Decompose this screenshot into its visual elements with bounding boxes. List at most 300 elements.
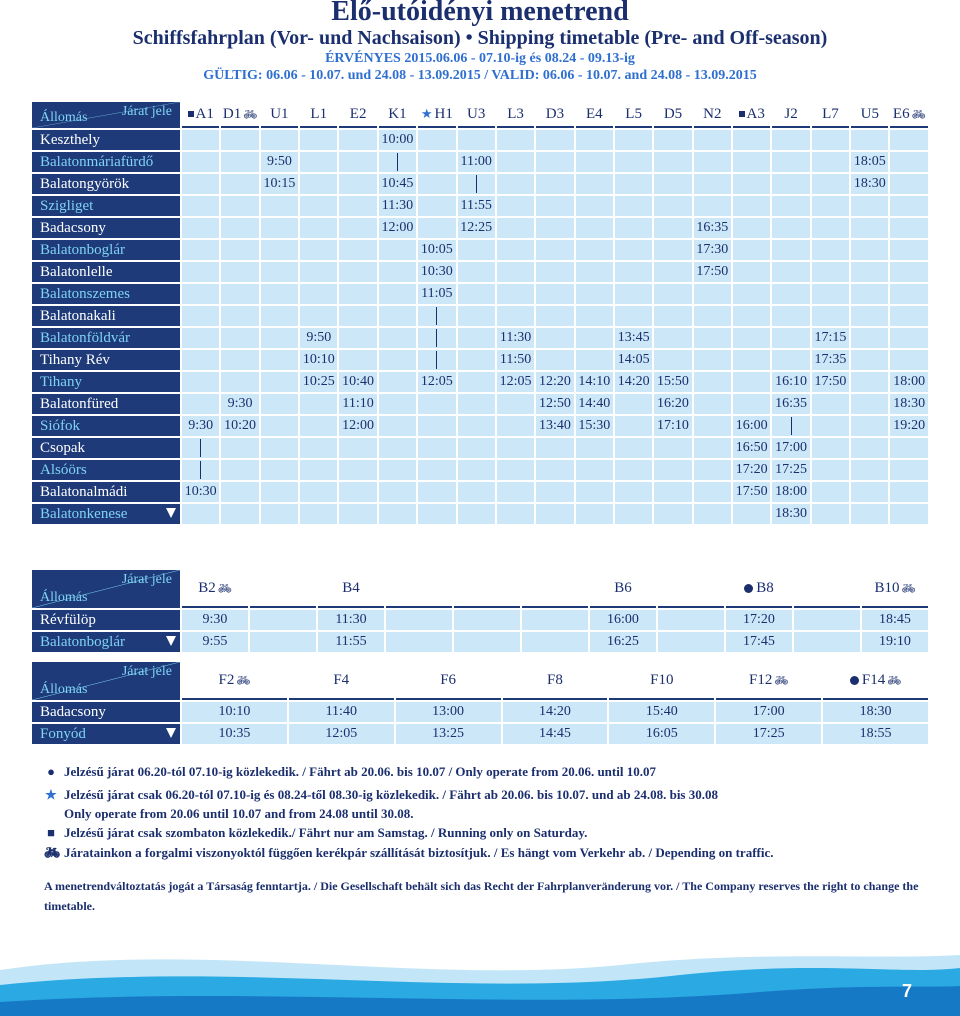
time-cell bbox=[458, 372, 495, 392]
route-code: B6 bbox=[590, 570, 656, 608]
time-cell bbox=[733, 284, 770, 304]
time-cell bbox=[454, 610, 520, 630]
route-code: L5 bbox=[615, 102, 652, 128]
time-cell: 15:40 bbox=[609, 702, 714, 722]
time-cell bbox=[812, 262, 849, 282]
time-cell bbox=[221, 460, 258, 480]
time-cell bbox=[772, 196, 809, 216]
time-cell bbox=[615, 130, 652, 150]
time-cell bbox=[300, 504, 337, 524]
time-cell: 17:25 bbox=[772, 460, 809, 480]
time-cell bbox=[379, 240, 416, 260]
pass-through-line bbox=[436, 329, 437, 347]
timetable-row bbox=[32, 240, 928, 260]
time-cell bbox=[890, 240, 928, 260]
time-cell bbox=[379, 482, 416, 502]
time-cell: 10:10 bbox=[182, 702, 287, 722]
time-cell: 10:00 bbox=[379, 130, 416, 150]
time-cell bbox=[536, 174, 573, 194]
time-cell bbox=[221, 284, 258, 304]
time-cell bbox=[658, 632, 724, 652]
time-cell: 9:30 bbox=[182, 416, 219, 436]
station-name: Tihany Rév bbox=[32, 350, 180, 370]
time-cell bbox=[733, 350, 770, 370]
time-cell: 18:30 bbox=[851, 174, 888, 194]
time-cell: 15:30 bbox=[576, 416, 613, 436]
time-cell bbox=[615, 196, 652, 216]
time-cell bbox=[182, 504, 219, 524]
allomas-label: Állomás bbox=[40, 590, 88, 605]
time-cell: 18:05 bbox=[851, 152, 888, 172]
time-cell bbox=[851, 328, 888, 348]
timetable-row bbox=[32, 724, 928, 744]
time-cell: 18:55 bbox=[823, 724, 928, 744]
station-name: Balatongyörök bbox=[32, 174, 180, 194]
time-cell bbox=[615, 460, 652, 480]
route-code: D5 bbox=[654, 102, 691, 128]
time-cell bbox=[221, 350, 258, 370]
route-code: E6 🚲︎ bbox=[890, 102, 928, 128]
time-cell: 11:50 bbox=[497, 350, 534, 370]
time-cell bbox=[654, 152, 691, 172]
bike-icon: 🚲︎ bbox=[901, 582, 916, 595]
time-cell bbox=[812, 460, 849, 480]
pass-through-line bbox=[200, 461, 201, 479]
footnote: A menetrendváltoztatás jogát a Társaság fenntartja. / Die Gesellschaft behält sich das Recht der Fahrplanveränderung vor. / The Company reserves the right to change the timetable. bbox=[44, 879, 919, 913]
time-cell bbox=[418, 460, 455, 480]
time-cell bbox=[261, 482, 298, 502]
time-cell bbox=[576, 262, 613, 282]
time-cell bbox=[250, 632, 316, 652]
time-cell bbox=[694, 306, 731, 326]
time-cell bbox=[418, 174, 455, 194]
route-code: U5 bbox=[851, 102, 888, 128]
time-cell bbox=[458, 460, 495, 480]
time-cell bbox=[497, 306, 534, 326]
time-cell bbox=[851, 306, 888, 326]
allomas-label: Állomás bbox=[40, 110, 88, 125]
time-cell bbox=[339, 196, 376, 216]
time-cell bbox=[615, 394, 652, 414]
station-name: Fonyód bbox=[32, 724, 180, 744]
time-cell bbox=[851, 372, 888, 392]
time-cell bbox=[379, 394, 416, 414]
time-cell bbox=[182, 460, 219, 480]
route-code: L1 bbox=[300, 102, 337, 128]
time-cell bbox=[812, 306, 849, 326]
header-corner bbox=[32, 102, 180, 128]
timetable-row bbox=[32, 284, 928, 304]
time-cell: 16:20 bbox=[654, 394, 691, 414]
time-cell: 18:45 bbox=[862, 610, 928, 630]
time-cell bbox=[182, 306, 219, 326]
time-cell bbox=[536, 284, 573, 304]
time-cell bbox=[536, 350, 573, 370]
time-cell bbox=[694, 328, 731, 348]
time-cell bbox=[261, 130, 298, 150]
time-cell bbox=[300, 482, 337, 502]
time-cell bbox=[694, 284, 731, 304]
time-cell bbox=[418, 482, 455, 502]
timetable-row bbox=[32, 702, 928, 722]
time-cell bbox=[576, 152, 613, 172]
station-name: Balatonboglár bbox=[32, 240, 180, 260]
route-code bbox=[454, 570, 520, 608]
station-name: Balatonföldvár bbox=[32, 328, 180, 348]
time-cell bbox=[536, 240, 573, 260]
time-cell: 12:05 bbox=[289, 724, 394, 744]
time-cell bbox=[576, 174, 613, 194]
time-cell: 18:30 bbox=[890, 394, 928, 414]
route-code: F8 bbox=[503, 662, 608, 700]
time-cell bbox=[386, 610, 452, 630]
time-cell bbox=[379, 284, 416, 304]
time-cell bbox=[812, 284, 849, 304]
time-cell bbox=[772, 350, 809, 370]
time-cell bbox=[379, 350, 416, 370]
time-cell bbox=[379, 306, 416, 326]
time-cell bbox=[418, 218, 455, 238]
time-cell bbox=[497, 174, 534, 194]
time-cell bbox=[733, 372, 770, 392]
time-cell bbox=[890, 482, 928, 502]
time-cell bbox=[812, 504, 849, 524]
time-cell bbox=[182, 152, 219, 172]
time-cell bbox=[615, 482, 652, 502]
time-cell bbox=[733, 130, 770, 150]
time-cell: 16:00 bbox=[733, 416, 770, 436]
time-cell bbox=[694, 350, 731, 370]
time-cell: 11:55 bbox=[318, 632, 384, 652]
time-cell bbox=[890, 130, 928, 150]
station-name: Alsóörs bbox=[32, 460, 180, 480]
time-cell bbox=[733, 262, 770, 282]
time-cell bbox=[182, 196, 219, 216]
time-cell bbox=[772, 416, 809, 436]
time-cell: 18:30 bbox=[823, 702, 928, 722]
time-cell bbox=[221, 240, 258, 260]
timetable-row bbox=[32, 262, 928, 282]
time-cell bbox=[458, 350, 495, 370]
route-code: U3 bbox=[458, 102, 495, 128]
station-name: Balatonakali bbox=[32, 306, 180, 326]
time-cell bbox=[458, 130, 495, 150]
route-code: U1 bbox=[261, 102, 298, 128]
time-cell bbox=[733, 218, 770, 238]
time-cell bbox=[851, 196, 888, 216]
time-cell bbox=[615, 240, 652, 260]
time-cell bbox=[522, 610, 588, 630]
time-cell bbox=[890, 438, 928, 458]
time-cell: 11:10 bbox=[339, 394, 376, 414]
route-code: L7 bbox=[812, 102, 849, 128]
time-cell bbox=[454, 632, 520, 652]
time-cell: 17:25 bbox=[716, 724, 821, 744]
pass-through-line bbox=[476, 175, 477, 193]
time-cell bbox=[733, 306, 770, 326]
time-cell bbox=[182, 130, 219, 150]
time-cell bbox=[261, 240, 298, 260]
time-cell bbox=[261, 262, 298, 282]
time-cell bbox=[733, 152, 770, 172]
station-name: Balatonszemes bbox=[32, 284, 180, 304]
time-cell bbox=[261, 438, 298, 458]
time-cell bbox=[339, 306, 376, 326]
time-cell: 12:05 bbox=[418, 372, 455, 392]
route-code: J2 bbox=[772, 102, 809, 128]
time-cell bbox=[536, 262, 573, 282]
timetable-row bbox=[32, 350, 928, 370]
time-cell bbox=[221, 372, 258, 392]
time-cell: 11:30 bbox=[379, 196, 416, 216]
time-cell bbox=[794, 632, 860, 652]
time-cell bbox=[522, 632, 588, 652]
time-cell: 19:10 bbox=[862, 632, 928, 652]
time-cell bbox=[339, 504, 376, 524]
direction-arrow-icon bbox=[166, 728, 176, 738]
time-cell bbox=[694, 482, 731, 502]
time-cell bbox=[497, 130, 534, 150]
time-cell bbox=[339, 350, 376, 370]
timetable-row bbox=[32, 372, 928, 392]
time-cell bbox=[536, 328, 573, 348]
time-cell: 14:40 bbox=[576, 394, 613, 414]
time-cell bbox=[418, 152, 455, 172]
time-cell bbox=[458, 240, 495, 260]
header-row bbox=[32, 570, 928, 608]
time-cell bbox=[536, 130, 573, 150]
time-cell: 10:20 bbox=[221, 416, 258, 436]
dot-icon bbox=[744, 584, 753, 593]
time-cell bbox=[458, 394, 495, 414]
time-cell bbox=[497, 152, 534, 172]
time-cell bbox=[339, 240, 376, 260]
footer-wave bbox=[0, 930, 960, 1016]
route-code: A3 bbox=[733, 102, 770, 128]
time-cell: 17:20 bbox=[733, 460, 770, 480]
time-cell bbox=[261, 416, 298, 436]
time-cell bbox=[851, 350, 888, 370]
time-cell bbox=[339, 174, 376, 194]
time-cell bbox=[576, 240, 613, 260]
time-cell bbox=[458, 328, 495, 348]
station-name: Balatonfüred bbox=[32, 394, 180, 414]
route-code: F14 🚲︎ bbox=[823, 662, 928, 700]
time-cell bbox=[497, 218, 534, 238]
time-cell bbox=[497, 394, 534, 414]
time-cell bbox=[654, 130, 691, 150]
time-cell bbox=[182, 262, 219, 282]
station-name: Badacsony bbox=[32, 702, 180, 722]
time-cell bbox=[418, 350, 455, 370]
time-cell bbox=[794, 610, 860, 630]
bike-icon: 🚲︎ bbox=[217, 582, 232, 595]
time-cell: 17:15 bbox=[812, 328, 849, 348]
time-cell bbox=[339, 460, 376, 480]
time-cell: 10:30 bbox=[182, 482, 219, 502]
time-cell bbox=[458, 482, 495, 502]
time-cell bbox=[890, 328, 928, 348]
time-cell: 10:05 bbox=[418, 240, 455, 260]
time-cell bbox=[890, 152, 928, 172]
time-cell: 9:30 bbox=[221, 394, 258, 414]
time-cell: 10:35 bbox=[182, 724, 287, 744]
time-cell bbox=[733, 328, 770, 348]
time-cell bbox=[221, 196, 258, 216]
time-cell bbox=[418, 196, 455, 216]
time-cell: 12:00 bbox=[379, 218, 416, 238]
time-cell bbox=[300, 306, 337, 326]
time-cell bbox=[536, 482, 573, 502]
station-name: Badacsony bbox=[32, 218, 180, 238]
page-number: 7 bbox=[901, 981, 912, 1001]
route-code: E4 bbox=[576, 102, 613, 128]
time-cell bbox=[379, 372, 416, 392]
time-cell bbox=[339, 482, 376, 502]
station-name: Szigliget bbox=[32, 196, 180, 216]
time-cell bbox=[261, 218, 298, 238]
time-cell bbox=[851, 218, 888, 238]
time-cell bbox=[497, 262, 534, 282]
direction-arrow-icon bbox=[166, 508, 176, 518]
time-cell bbox=[576, 438, 613, 458]
time-cell bbox=[339, 152, 376, 172]
bike-icon: 🚲︎ bbox=[887, 674, 902, 687]
timetable-row bbox=[32, 460, 928, 480]
bike-icon: 🚲︎ bbox=[236, 674, 251, 687]
time-cell bbox=[576, 350, 613, 370]
time-cell bbox=[339, 328, 376, 348]
time-cell bbox=[221, 328, 258, 348]
page-subtitle: Schiffsfahrplan (Vor- und Nachsaison) • Shipping timetable (Pre- and Off-season) bbox=[132, 27, 828, 49]
time-cell bbox=[851, 438, 888, 458]
route-code: A1 bbox=[182, 102, 219, 128]
time-cell bbox=[458, 262, 495, 282]
timetable-row bbox=[32, 328, 928, 348]
route-code: ★ H1 bbox=[418, 102, 455, 128]
time-cell bbox=[812, 416, 849, 436]
square-icon: ■ bbox=[47, 825, 55, 840]
time-cell: 12:00 bbox=[339, 416, 376, 436]
time-cell bbox=[497, 416, 534, 436]
badacsony-fonyod-timetable bbox=[30, 660, 930, 746]
pass-through-line bbox=[791, 417, 792, 435]
timetable-row bbox=[32, 504, 928, 524]
station-name: Balatonalmádi bbox=[32, 482, 180, 502]
time-cell bbox=[694, 372, 731, 392]
time-cell bbox=[497, 438, 534, 458]
time-cell bbox=[497, 460, 534, 480]
time-cell bbox=[694, 130, 731, 150]
station-name: Tihany bbox=[32, 372, 180, 392]
route-code: B8 bbox=[726, 570, 792, 608]
time-cell: 11:30 bbox=[318, 610, 384, 630]
time-cell bbox=[890, 284, 928, 304]
timetable-row bbox=[32, 394, 928, 414]
time-cell: 15:50 bbox=[654, 372, 691, 392]
time-cell bbox=[654, 284, 691, 304]
route-code: N2 bbox=[694, 102, 731, 128]
time-cell bbox=[654, 328, 691, 348]
time-cell bbox=[654, 218, 691, 238]
time-cell: 12:05 bbox=[497, 372, 534, 392]
time-cell bbox=[300, 438, 337, 458]
time-cell bbox=[497, 504, 534, 524]
time-cell bbox=[658, 610, 724, 630]
time-cell bbox=[536, 438, 573, 458]
time-cell bbox=[418, 130, 455, 150]
time-cell bbox=[536, 196, 573, 216]
time-cell: 17:50 bbox=[694, 262, 731, 282]
time-cell bbox=[458, 174, 495, 194]
time-cell bbox=[812, 196, 849, 216]
direction-arrow-icon bbox=[166, 636, 176, 646]
timetable-row bbox=[32, 130, 928, 150]
time-cell bbox=[890, 460, 928, 480]
time-cell: 11:55 bbox=[458, 196, 495, 216]
station-name: Balatonmáriafürdő bbox=[32, 152, 180, 172]
time-cell bbox=[890, 196, 928, 216]
time-cell bbox=[339, 262, 376, 282]
time-cell: 11:05 bbox=[418, 284, 455, 304]
time-cell bbox=[772, 306, 809, 326]
time-cell: 13:40 bbox=[536, 416, 573, 436]
allomas-label: Állomás bbox=[40, 682, 88, 697]
time-cell: 12:50 bbox=[536, 394, 573, 414]
route-code bbox=[522, 570, 588, 608]
time-cell: 18:30 bbox=[772, 504, 809, 524]
route-code: B10 🚲︎ bbox=[862, 570, 928, 608]
time-cell bbox=[182, 438, 219, 458]
time-cell: 17:10 bbox=[654, 416, 691, 436]
time-cell bbox=[772, 174, 809, 194]
time-cell bbox=[221, 152, 258, 172]
time-cell bbox=[300, 416, 337, 436]
time-cell: 10:30 bbox=[418, 262, 455, 282]
time-cell bbox=[379, 152, 416, 172]
time-cell bbox=[694, 152, 731, 172]
time-cell bbox=[654, 306, 691, 326]
pass-through-line bbox=[397, 153, 398, 171]
station-name: Révfülöp bbox=[32, 610, 180, 630]
time-cell bbox=[615, 262, 652, 282]
time-cell bbox=[339, 218, 376, 238]
station-name: Balatonlelle bbox=[32, 262, 180, 282]
time-cell: 17:00 bbox=[772, 438, 809, 458]
time-cell bbox=[379, 328, 416, 348]
time-cell bbox=[576, 284, 613, 304]
time-cell bbox=[654, 482, 691, 502]
timetable-row bbox=[32, 632, 928, 652]
time-cell bbox=[458, 416, 495, 436]
time-cell bbox=[536, 504, 573, 524]
time-cell bbox=[576, 482, 613, 502]
time-cell bbox=[654, 262, 691, 282]
time-cell bbox=[733, 174, 770, 194]
time-cell bbox=[890, 262, 928, 282]
time-cell bbox=[654, 350, 691, 370]
time-cell bbox=[300, 394, 337, 414]
timetable-row bbox=[32, 196, 928, 216]
time-cell bbox=[458, 504, 495, 524]
time-cell bbox=[221, 218, 258, 238]
time-cell bbox=[812, 394, 849, 414]
time-cell bbox=[339, 438, 376, 458]
time-cell bbox=[261, 460, 298, 480]
time-cell bbox=[300, 174, 337, 194]
time-cell: 17:30 bbox=[694, 240, 731, 260]
time-cell bbox=[221, 306, 258, 326]
